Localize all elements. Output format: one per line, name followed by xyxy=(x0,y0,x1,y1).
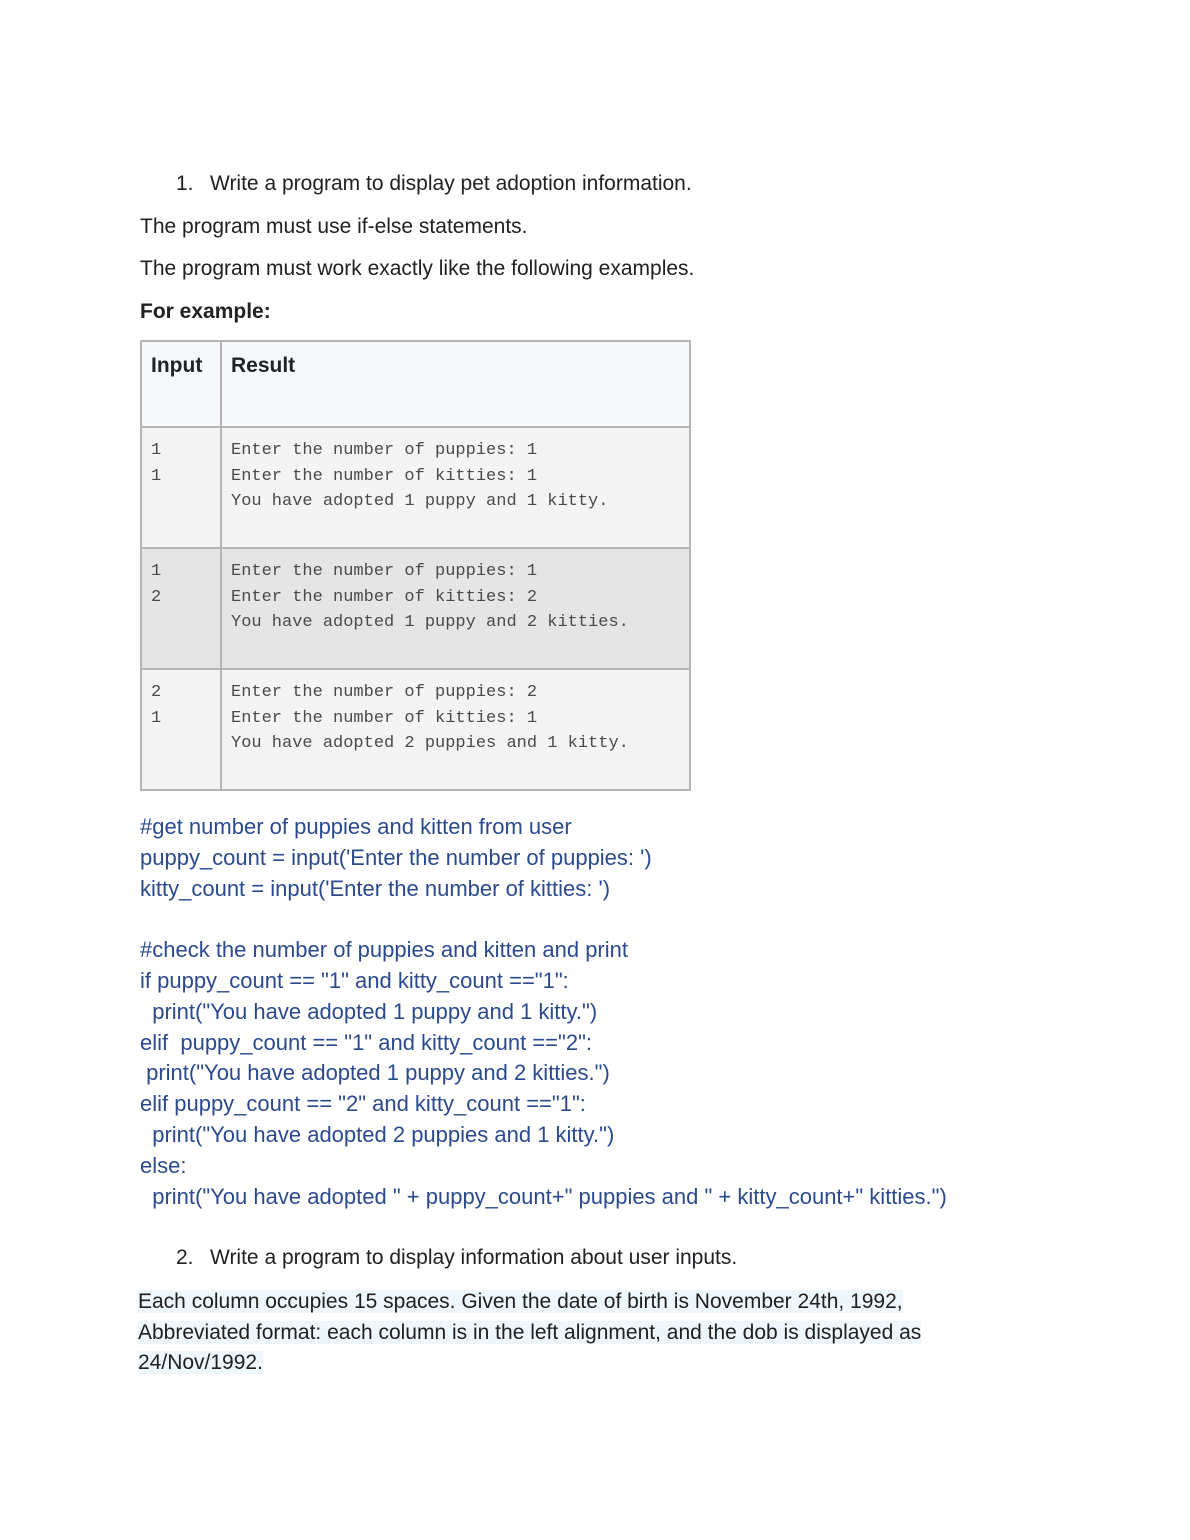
question-2-title: Write a program to display information about user inputs. xyxy=(210,1246,738,1269)
header-result: Result xyxy=(221,341,690,427)
question-1-title: Write a program to display pet adoption information. xyxy=(210,172,692,195)
question-2-description xyxy=(138,1287,978,1379)
row-result: Enter the number of puppies: 1 Enter the number of kitties: 2 You have adopted 1 puppy and 2 kitties. xyxy=(221,548,690,669)
description-line-2: Abbreviated format: each column is in the left alignment, and the dob is displayed as xyxy=(138,1320,922,1344)
requirement-if-else: The program must use if-else statements. xyxy=(140,215,528,238)
table-header-row xyxy=(141,341,690,427)
question-2-number: 2. xyxy=(176,1246,194,1269)
requirement-examples: The program must work exactly like the following examples. xyxy=(140,257,695,280)
question-2-heading xyxy=(176,1246,737,1270)
row-input: 1 1 xyxy=(141,427,221,548)
examples-table xyxy=(140,340,691,791)
code-solution: #get number of puppies and kitten from user puppy_count = input('Enter the number of puppies: ') kitty_count = input('Enter the number of kitties: ') #check the number of puppies and kitten and print if puppy_count == "1" and kitty_count =="1": print("You have adopted 1 puppy and 1 kitty.") elif puppy_count == "1" and kitty_count =="2": print("You have adopted 1 puppy and 2 kitties.") elif puppy_count == "2" and kitty_count =="1": print("You have adopted 2 puppies and 1 kitty.") else: print("You have adopted " + puppy_count+" puppies and " + kitty_count+" kitties.") xyxy=(140,814,947,1209)
row-input: 2 1 xyxy=(141,669,221,790)
row-input: 1 2 xyxy=(141,548,221,669)
example-label: For example: xyxy=(140,300,271,323)
question-1-number: 1. xyxy=(176,172,194,195)
table-row xyxy=(141,548,690,669)
question-1-heading xyxy=(176,172,692,196)
description-line-3: 24/Nov/1992. xyxy=(138,1351,263,1374)
header-input: Input xyxy=(141,341,221,427)
description-line-1: Each column occupies 15 spaces. Given the date of birth is November 24th, 1992, xyxy=(138,1290,903,1313)
table-row xyxy=(141,669,690,790)
row-result: Enter the number of puppies: 1 Enter the number of kitties: 1 You have adopted 1 puppy and 1 kitty. xyxy=(221,427,690,548)
row-result: Enter the number of puppies: 2 Enter the number of kitties: 1 You have adopted 2 puppies and 1 kitty. xyxy=(221,669,690,790)
table-row xyxy=(141,427,690,548)
